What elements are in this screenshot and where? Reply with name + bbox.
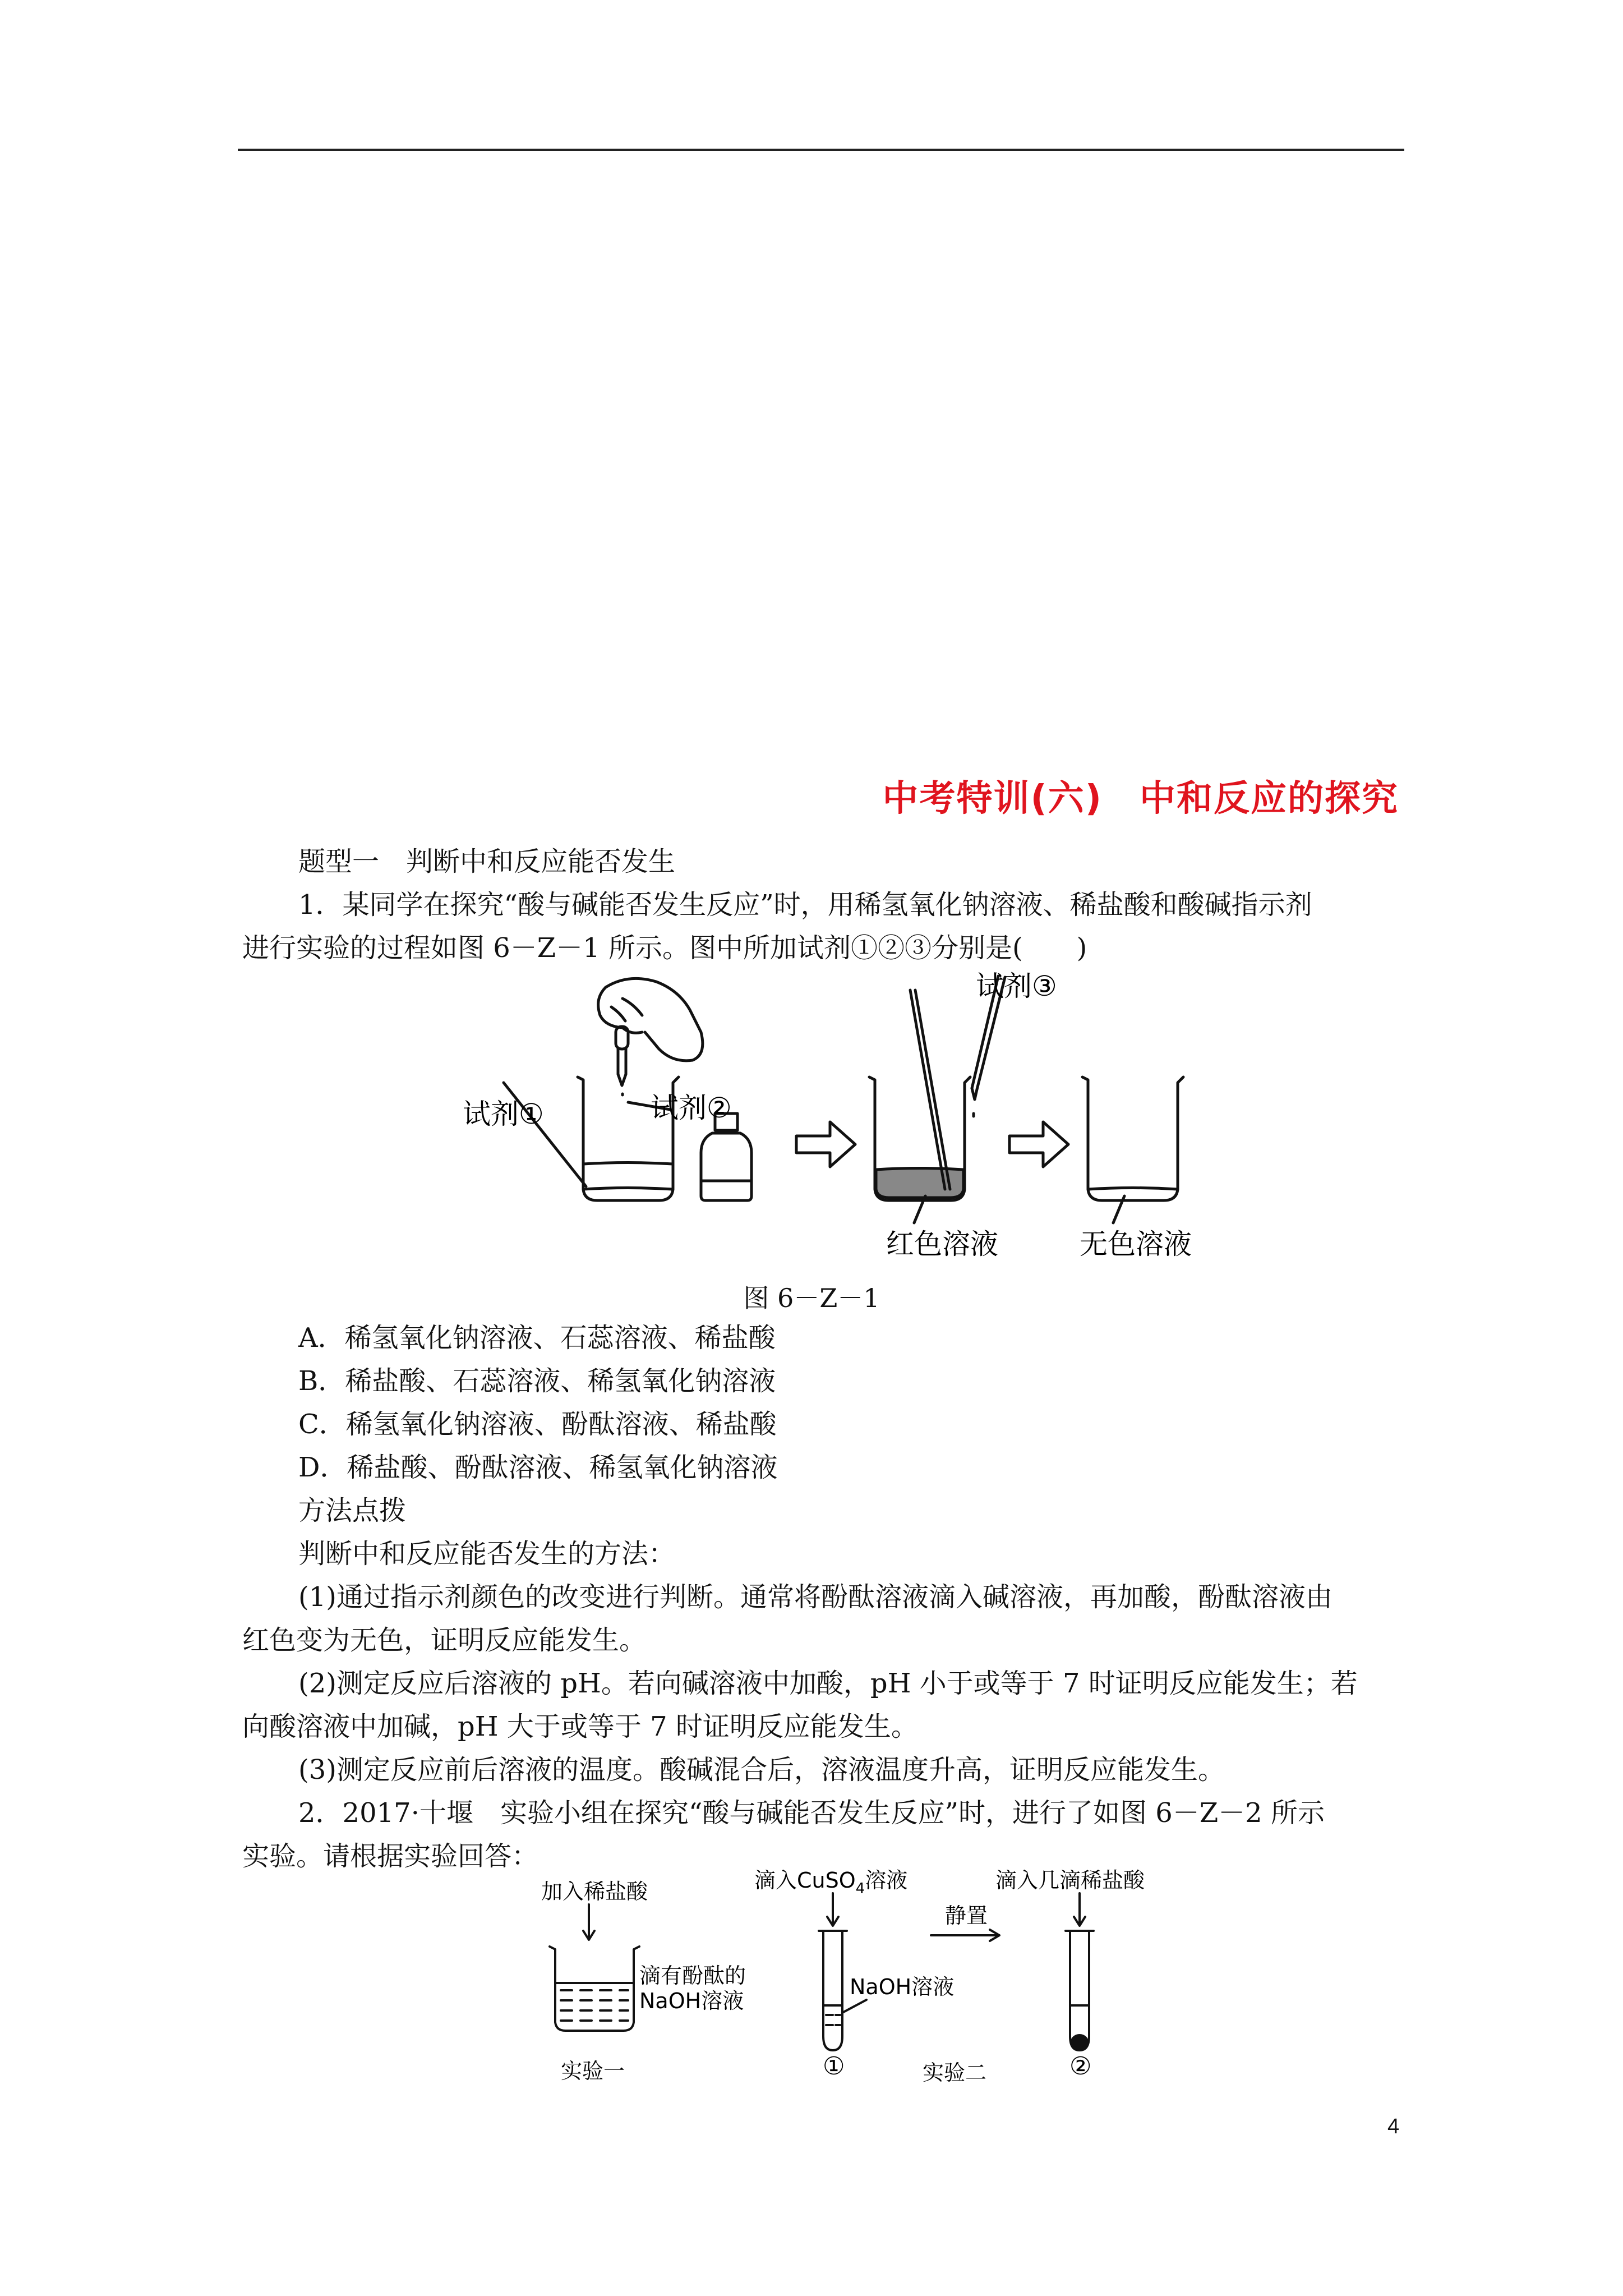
- method-point-1-line-1: (1)通过指示剂颜色的改变进行判断。通常将酚酞溶液滴入碱溶液，再加酸，酚酞溶液由: [298, 1581, 1332, 1613]
- option-d: D．稀盐酸、酚酞溶液、稀氢氧化钠溶液: [298, 1452, 778, 1483]
- arrow-right-2-icon: [1009, 1122, 1068, 1167]
- option-a: A．稀氢氧化钠溶液、石蕊溶液、稀盐酸: [298, 1322, 776, 1354]
- naoh-pointer: [842, 2000, 866, 2013]
- arrow-right-icon: [796, 1122, 855, 1167]
- glass-rod-icon: [910, 990, 945, 1189]
- phenolphthalein-label-2: NaOH溶液: [639, 1989, 744, 2013]
- method-point-2-line-1: (2)测定反应后溶液的 pH。若向碱溶液中加酸，pH 小于或等于 7 时证明反应能发生；若: [298, 1668, 1358, 1699]
- experiment-2-label: 实验二: [923, 2060, 987, 2085]
- experiment-1-label: 实验一: [561, 2059, 625, 2083]
- reagent-bottle-icon: [701, 1114, 751, 1200]
- method-point-3: (3)测定反应前后溶液的温度。酸碱混合后，溶液温度升高，证明反应能发生。: [298, 1754, 1225, 1786]
- question-2-line-2: 实验。请根据实验回答：: [242, 1841, 539, 1872]
- question-2-line-1: 2．2017·十堰 实验小组在探究“酸与碱能否发生反应”时，进行了如图 6－Z－2 所示: [298, 1797, 1325, 1829]
- dropper-icon: [616, 1027, 628, 1085]
- red-solution-label: 红色溶液: [886, 1228, 998, 1260]
- question-1-line-2: 进行实验的过程如图 6－Z－1 所示。图中所加试剂①②③分别是( ): [242, 932, 1087, 964]
- add-hcl-label: 加入稀盐酸: [541, 1879, 648, 1904]
- reagent-1-label: 试剂①: [463, 1098, 544, 1130]
- precipitate-icon: [1072, 2035, 1087, 2049]
- colorless-solution-label: 无色溶液: [1080, 1228, 1192, 1260]
- page-number: 4: [1387, 2115, 1400, 2138]
- naoh-label: NaOH溶液: [850, 1975, 955, 1999]
- add-cuso4-label: 滴入CuSO$_4$溶液: [754, 1868, 908, 1897]
- beaker-exp1-icon: [550, 1947, 639, 2031]
- option-b: B．稀盐酸、石蕊溶液、稀氢氧化钠溶液: [298, 1365, 776, 1397]
- figure-1-caption: 图 6－Z－1: [743, 1283, 880, 1313]
- figure-1-diagram: [437, 965, 1256, 1279]
- option-c: C．稀氢氧化钠溶液、酚酞溶液、稀盐酸: [298, 1409, 777, 1440]
- page-title: 中考特训(六) 中和反应的探究: [882, 778, 1399, 820]
- tube-1-label: ①: [823, 2052, 845, 2081]
- test-tube-2-icon: [1066, 1931, 1094, 2050]
- method-intro: 判断中和反应能否发生的方法：: [298, 1538, 676, 1570]
- add-drops-label: 滴入几滴稀盐酸: [995, 1868, 1145, 1893]
- reagent-3-label: 试剂③: [976, 970, 1057, 1002]
- question-1-line-1: 1．某同学在探究“酸与碱能否发生反应”时，用稀氢氧化钠溶液、稀盐酸和酸碱指示剂: [298, 889, 1312, 921]
- reagent-2-label: 试剂②: [651, 1092, 732, 1124]
- method-heading: 方法点拨: [298, 1495, 407, 1526]
- tube-2-label: ②: [1069, 2052, 1092, 2081]
- stand-label: 静置: [945, 1903, 988, 1928]
- beaker-3-icon: [1082, 1077, 1183, 1200]
- method-point-2-line-2: 向酸溶液中加碱，pH 大于或等于 7 时证明反应能发生。: [242, 1711, 918, 1742]
- phenolphthalein-label-1: 滴有酚酞的: [639, 1963, 746, 1988]
- hand-icon: [598, 978, 703, 1060]
- header-rule: [238, 149, 1404, 151]
- method-point-1-line-2: 红色变为无色，证明反应能发生。: [242, 1625, 647, 1656]
- test-tube-1-icon: [819, 1931, 847, 2050]
- figure-2-diagram: [527, 1868, 1178, 2092]
- section-heading: 题型一 判断中和反应能否发生: [298, 846, 676, 877]
